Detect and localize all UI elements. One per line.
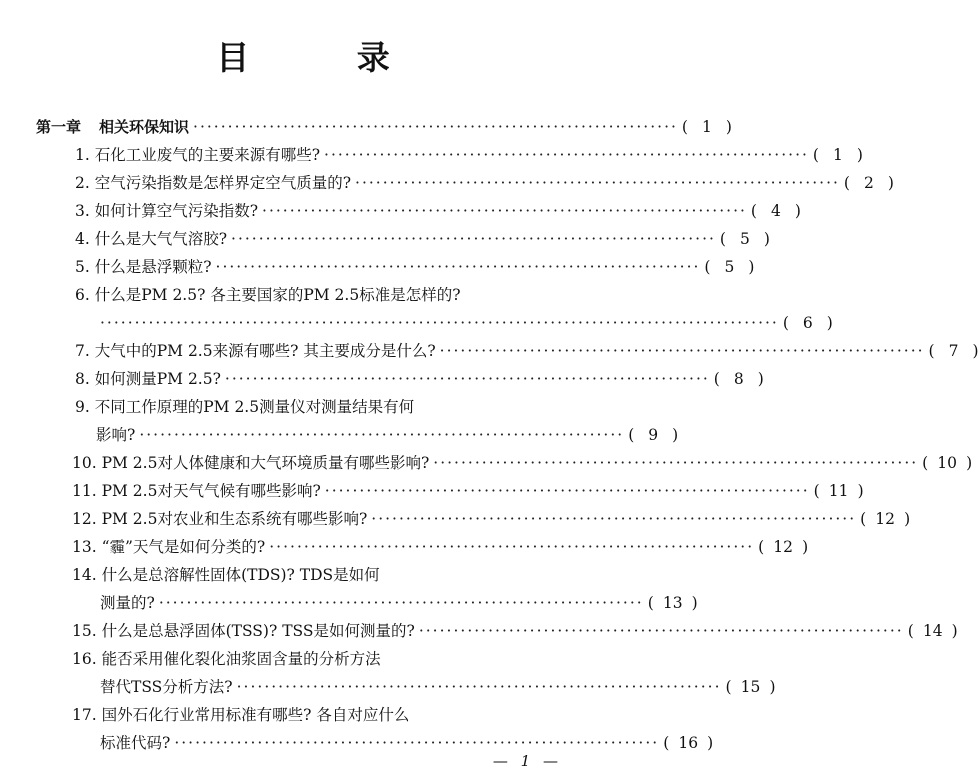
toc-entry-15[interactable]: 15. 什么是总悬浮固体(TSS)? TSS是如何测量的? ······································································ ( 14 ) xyxy=(72,617,576,645)
entry-title: 13. “霾”天气是如何分类的? xyxy=(72,538,266,556)
chapter-label: 第一章 xyxy=(36,118,82,136)
page-number: 1 xyxy=(832,146,843,164)
toc-entry-17-cont[interactable]: 标准代码? ······································································ ( 16 ) xyxy=(100,729,576,757)
page-number: 9 xyxy=(648,426,659,444)
toc-entry-11[interactable]: 11. PM 2.5对天气气候有哪些影响? ······································································ ( 11 ) xyxy=(72,477,576,505)
toc-entry-6-cont[interactable]: ·································································································· ( 6 ) xyxy=(100,309,576,337)
leader-dots: ······································································ xyxy=(174,734,660,752)
leader-dots: ······································································ xyxy=(371,510,857,528)
page-title: 目 录 xyxy=(216,38,438,77)
entry-title: 3. 如何计算空气污染指数? xyxy=(75,202,259,220)
page-number: 16 xyxy=(678,734,699,752)
page-number: 11 xyxy=(828,482,849,500)
leader-dots: ······································································ xyxy=(215,258,701,276)
entry-title: 5. 什么是悬浮颗粒? xyxy=(75,258,212,276)
toc-entry-14[interactable] xyxy=(72,561,576,589)
toc-entry-16[interactable] xyxy=(72,645,576,673)
toc-entry-2[interactable]: 2. 空气污染指数是怎样界定空气质量的? ······································································ ( 2 ) xyxy=(75,169,576,197)
page-number: 13 xyxy=(662,594,683,612)
leader-dots: ······································································ xyxy=(224,370,710,388)
toc-entry-12[interactable]: 12. PM 2.5对农业和生态系统有哪些影响? ······································································ ( 12 ) xyxy=(72,505,576,533)
page-number: 14 xyxy=(922,622,943,640)
toc-entry-8[interactable]: 8. 如何测量PM 2.5? ······································································ ( 8 ) xyxy=(75,365,576,393)
leader-dots: ······································································ xyxy=(158,594,644,612)
entry-title: 7. 大气中的PM 2.5来源有哪些? 其主要成分是什么? xyxy=(75,342,436,360)
toc-entry-9[interactable] xyxy=(75,393,576,421)
entry-title: 12. PM 2.5对农业和生态系统有哪些影响? xyxy=(72,510,368,528)
entry-title-cont: 标准代码? xyxy=(100,734,171,752)
toc-entry-5[interactable]: 5. 什么是悬浮颗粒? ······································································ ( 5 ) xyxy=(75,253,576,281)
toc-entry-13[interactable]: 13. “霾”天气是如何分类的? ······································································ ( 12 ) xyxy=(72,533,576,561)
leader-dots: ······································································ xyxy=(193,118,678,136)
page-number: 7 xyxy=(948,342,959,360)
entry-title-cont: 影响? xyxy=(96,426,136,444)
toc-entry-10[interactable]: 10. PM 2.5对人体健康和大气环境质量有哪些影响? ······································································ ( 10 ) xyxy=(72,449,576,477)
page-number: 12 xyxy=(773,538,793,556)
leader-dots: ······································································ xyxy=(236,678,722,696)
entry-title: 14. 什么是总溶解性固体(TDS)? TDS是如何 xyxy=(72,566,380,584)
toc-entry-1[interactable]: 1. 石化工业废气的主要来源有哪些? ······································································ ( 1 ) xyxy=(75,141,576,169)
page-number: 1 xyxy=(701,118,712,136)
entry-title-cont: 测量的? xyxy=(100,594,155,612)
entry-title-cont: 替代TSS分析方法? xyxy=(100,678,233,696)
leader-dots: ······································································ xyxy=(269,538,755,556)
leader-dots: ······································································ xyxy=(231,230,716,248)
entry-title: 2. 空气污染指数是怎样界定空气质量的? xyxy=(75,174,352,192)
toc-entry-4[interactable]: 4. 什么是大气气溶胶? ······································································ ( 5 ) xyxy=(75,225,576,253)
entry-title: 17. 国外石化行业常用标准有哪些? 各自对应什么 xyxy=(72,706,410,724)
leader-dots: ······································································ xyxy=(439,342,925,360)
page-number: 12 xyxy=(875,510,896,528)
page-number: 5 xyxy=(724,258,735,276)
leader-dots: ······································································ xyxy=(324,146,809,164)
page-number: 2 xyxy=(863,174,874,192)
leader-dots: ······································································ xyxy=(418,622,904,640)
toc-entry-16-cont[interactable]: 替代TSS分析方法? ······································································ ( 15 ) xyxy=(100,673,576,701)
page-number: 4 xyxy=(770,202,781,220)
entry-title: 15. 什么是总悬浮固体(TSS)? TSS是如何测量的? xyxy=(72,622,415,640)
page-ref: ( 1 ) xyxy=(682,113,732,141)
entry-title: 16. 能否采用催化裂化油浆固含量的分析方法 xyxy=(72,650,381,668)
entry-title: 4. 什么是大气气溶胶? xyxy=(75,230,228,248)
toc-entry-3[interactable]: 3. 如何计算空气污染指数? ······································································ ( 4 ) xyxy=(75,197,576,225)
toc-chapter-1[interactable] xyxy=(36,113,732,141)
chapter-name: 相关环保知识 xyxy=(99,118,190,136)
leader-dots: ······································································ xyxy=(139,426,625,444)
toc-entry-6[interactable] xyxy=(75,281,576,309)
entry-title: 6. 什么是PM 2.5? 各主要国家的PM 2.5标准是怎样的? xyxy=(75,286,461,304)
entry-title: 11. PM 2.5对天气气候有哪些影响? xyxy=(72,482,321,500)
leader-dots: ·································································································· xyxy=(100,314,779,332)
page-number: 6 xyxy=(802,314,813,332)
leader-dots: ······································································ xyxy=(355,174,840,192)
page-number: 10 xyxy=(937,454,958,472)
entry-title: 9. 不同工作原理的PM 2.5测量仪对测量结果有何 xyxy=(75,398,415,416)
toc-entry-9-cont[interactable]: 影响? ······································································ ( 9 ) xyxy=(96,421,576,449)
entry-title: 10. PM 2.5对人体健康和大气环境质量有哪些影响? xyxy=(72,454,430,472)
leader-dots: ······································································ xyxy=(262,202,747,220)
page-number: 8 xyxy=(733,370,744,388)
toc-entry-14-cont[interactable]: 测量的? ······································································ ( 13 ) xyxy=(100,589,576,617)
page-folio: — 1 — xyxy=(492,752,562,770)
leader-dots: ······································································ xyxy=(324,482,810,500)
page-number: 5 xyxy=(739,230,750,248)
entry-title: 8. 如何测量PM 2.5? xyxy=(75,370,221,388)
leader-dots: ······································································ xyxy=(433,454,919,472)
page-number: 15 xyxy=(740,678,761,696)
toc-entry-7[interactable]: 7. 大气中的PM 2.5来源有哪些? 其主要成分是什么? ······································································ ( 7 ) xyxy=(75,337,576,365)
entry-title: 1. 石化工业废气的主要来源有哪些? xyxy=(75,146,321,164)
toc-entry-17[interactable] xyxy=(72,701,576,729)
